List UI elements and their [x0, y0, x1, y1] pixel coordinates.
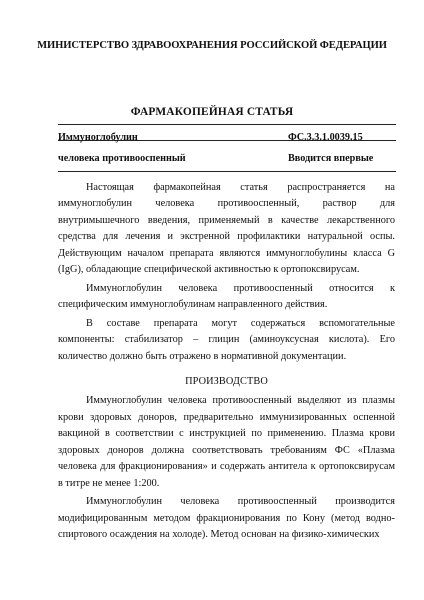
document-code: ФС.3.3.1.0039.15 — [288, 132, 363, 143]
ministry-header: МИНИСТЕРСТВО ЗДРАВООХРАНЕНИЯ РОССИЙСКОЙ ФЕДЕРАЦИИ — [37, 40, 387, 51]
document-title: ФАРМАКОПЕЙНАЯ СТАТЬЯ — [130, 106, 294, 118]
production-paragraph: Иммуноглобулин человека противооспенный выделяют из плазмы крови здоровых доноров, предварительно иммунизированных оспенной вакциной в соответствии с инструкцией по применению. Плазма крови здоровых доноров должна соответствовать требованиям ФС «Плазма человека для фракционирования» и содержать антитела к ортопоксвирусам в титре не менее 1:200. — [58, 395, 395, 489]
product-name-line1: Иммуноглобулин — [58, 132, 138, 143]
classification-paragraph: Иммуноглобулин человека противооспенный относится к специфическим иммуноглобулинам направленного действия. — [58, 282, 395, 311]
document-body — [58, 180, 395, 546]
intro-paragraph: Настоящая фармакопейная статья распространяется на иммуноглобулин человека противооспенный, раствор для внутримышечного введения, применяемый в качестве лекарственного средства для лечения и экстренной профилактики натуральной оспы. Действующим началом препарата являются иммуноглобулины класса G (IgG), обладающие специфической активностью к ортопоксвирусам. — [58, 182, 395, 276]
fractionation-paragraph: Иммуноглобулин человека противооспенный производится модифицированным методом фракционирования по Кону (метод водно-спиртового осаждения на холоде). Метод основан на физико-химических — [58, 496, 395, 541]
document-status: Вводится впервые — [288, 153, 374, 164]
composition-paragraph: В составе препарата могут содержаться вспомогательные компоненты: стабилизатор – глицин (аминоуксусная кислота). Его количество должно быть отражено в нормативной документации. — [58, 317, 395, 362]
meta-rule-bottom — [58, 171, 396, 172]
title-rule-bottom — [58, 124, 396, 125]
section-heading-production: ПРОИЗВОДСТВО — [185, 376, 268, 388]
product-name-line2: человека противооспенный — [58, 153, 186, 164]
